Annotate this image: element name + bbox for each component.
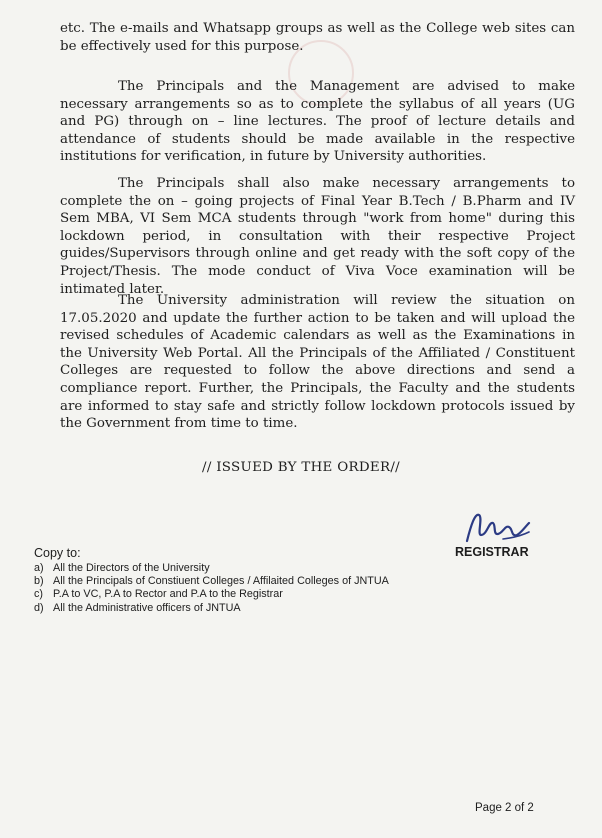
copy-to-item <box>34 602 389 615</box>
paragraph-2 <box>60 78 575 166</box>
paragraph-1: etc. The e-mails and Whatsapp groups as well as the College web sites can be effectively used for this purpose. <box>60 21 575 54</box>
copy-to-marker: c) <box>34 588 43 601</box>
copy-to-text: All the Principals of Constiuent Colleges / Affilaited Colleges of JNTUA <box>53 575 389 588</box>
copy-to-text: All the Directors of the University <box>53 562 210 574</box>
registrar-signature <box>463 505 533 547</box>
copy-to-item <box>34 562 389 575</box>
copy-to-list <box>34 562 389 615</box>
copy-to-marker: d) <box>34 601 44 614</box>
paragraph-4 <box>60 292 575 433</box>
copy-to-item <box>34 588 389 601</box>
paragraph-2-text: The Principals and the Management are advised to make necessary arrangements so as to complete the syllabus of all years (UG and PG) through on – line lectures. The proof of lecture details and attendance of students should be made available in the respective institutions for verification, in future by University authorities. <box>60 79 575 165</box>
copy-to-text: P.A to VC, P.A to Rector and P.A to the Registrar <box>53 588 283 601</box>
paragraph-3 <box>60 175 575 298</box>
copy-to-item <box>34 575 389 588</box>
signatory-title: REGISTRAR <box>455 545 529 559</box>
issued-by-order-line: // ISSUED BY THE ORDER// <box>202 460 400 475</box>
copy-to-marker: b) <box>34 575 44 588</box>
copy-to-text: All the Administrative officers of JNTUA <box>53 601 241 614</box>
copy-to-marker: a) <box>34 562 44 574</box>
paragraph-4-text: The University administration will review the situation on 17.05.2020 and update the further action to be taken and will upload the revised schedules of Academic calendars as well as the Examinations in the University Web Portal. All the Principals of the Affiliated / Constituent Colleges are requested to follow the above directions and send a compliance report. Further, the Principals, the Faculty and the students are informed to stay safe and strictly follow lockdown protocols issued by the Government from time to time. <box>60 293 575 432</box>
page-number: Page 2 of 2 <box>475 802 534 814</box>
paragraph-3-text: The Principals shall also make necessary arrangements to complete the on – going projects of Final Year B.Tech / B.Pharm and IV Sem MBA, VI Sem MCA students through "work from home" during this lockdown period, in consultation with their respective Project guides/Supervisors through online and get ready with the soft copy of the Project/Thesis. The mode conduct of Viva Voce examination will be intimated later. <box>60 176 575 297</box>
copy-to-heading: Copy to: <box>34 546 81 560</box>
